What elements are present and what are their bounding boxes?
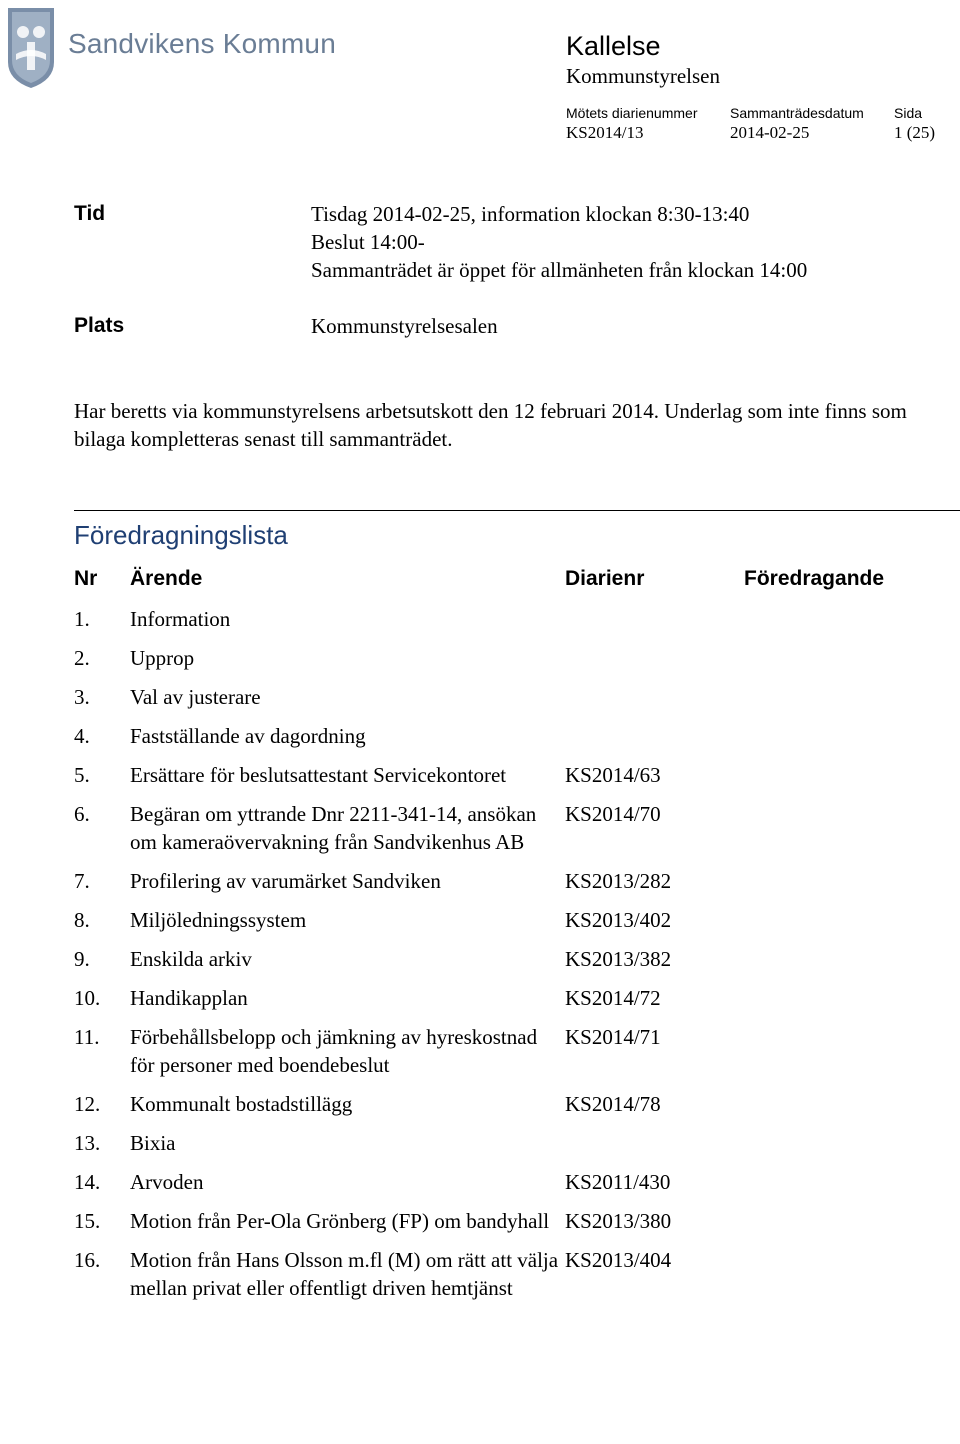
agenda-item-number: 15. xyxy=(74,1209,101,1233)
agenda-item xyxy=(74,1168,934,1196)
meta-label-diarienummer: Mötets diarienummer xyxy=(566,105,698,121)
agenda-item xyxy=(74,761,934,789)
agenda-item xyxy=(74,722,934,750)
agenda-item-title: Kommunalt bostadstillägg xyxy=(130,1092,353,1116)
meta-label-datum: Sammanträdesdatum xyxy=(730,105,864,121)
agenda-item-title: Förbehållsbelopp och jämkning av hyreskostnad för personer med boendebeslut xyxy=(130,1025,538,1077)
agenda-item-diarienr: KS2013/382 xyxy=(565,947,672,971)
column-header-nr: Nr xyxy=(74,567,98,590)
meta-value-sida: 1 (25) xyxy=(894,123,936,142)
agenda-item-title: Motion från Hans Olsson m.fl (M) om rätt att välja mellan privat eller offentligt driven hemtjänst xyxy=(130,1248,559,1300)
agenda-item-title: Handikapplan xyxy=(130,986,248,1010)
agenda-item xyxy=(74,605,934,633)
agenda-item-diarienr: KS2013/282 xyxy=(565,869,672,893)
document-title: Kallelse xyxy=(566,31,661,61)
agenda-item-number: 5. xyxy=(74,763,90,787)
tid-line: Sammanträdet är öppet för allmänheten från klockan 14:00 xyxy=(311,258,808,282)
agenda-item-number: 11. xyxy=(74,1025,100,1049)
agenda-item xyxy=(74,984,934,1012)
agenda-item xyxy=(74,1090,934,1118)
agenda-item-title: Profilering av varumärket Sandviken xyxy=(130,869,441,893)
agenda-item-diarienr: KS2014/72 xyxy=(565,986,661,1010)
agenda-item xyxy=(74,945,934,973)
meta-value-datum: 2014-02-25 xyxy=(730,123,810,142)
agenda-item-title: Ersättare för beslutsattestant Servicekontoret xyxy=(130,763,507,787)
agenda-item-number: 9. xyxy=(74,947,90,971)
agenda-item-number: 2. xyxy=(74,646,90,670)
agenda-item-number: 16. xyxy=(74,1248,101,1272)
agenda-item-number: 4. xyxy=(74,724,90,748)
section-divider xyxy=(74,510,960,511)
tid-line: Tisdag 2014-02-25, information klockan 8:30-13:40 xyxy=(311,202,750,226)
agenda-item-diarienr: KS2014/71 xyxy=(565,1025,661,1049)
agenda-item-number: 1. xyxy=(74,607,90,631)
agenda-item xyxy=(74,1129,934,1157)
agenda-item-title: Enskilda arkiv xyxy=(130,947,252,971)
agenda-item-diarienr: KS2014/70 xyxy=(565,802,661,826)
agenda-item-number: 8. xyxy=(74,908,90,932)
agenda-item-diarienr: KS2013/402 xyxy=(565,908,672,932)
agenda-item xyxy=(74,1023,934,1079)
agenda-item xyxy=(74,1207,934,1235)
agenda-item-title: Val av justerare xyxy=(130,685,261,709)
agenda-item-number: 6. xyxy=(74,802,90,826)
agenda-item xyxy=(74,683,934,711)
municipality-crest-logo xyxy=(6,6,56,90)
document-subtitle: Kommunstyrelsen xyxy=(566,64,720,88)
agenda-item-number: 3. xyxy=(74,685,90,709)
column-header-foredragande: Föredragande xyxy=(744,567,885,590)
agenda-item-number: 12. xyxy=(74,1092,101,1116)
agenda-item xyxy=(74,800,934,856)
agenda-item-title: Arvoden xyxy=(130,1170,204,1194)
agenda-item-number: 7. xyxy=(74,869,90,893)
meta-label-sida: Sida xyxy=(894,105,923,121)
agenda-item-diarienr: KS2013/404 xyxy=(565,1248,672,1272)
agenda-item-diarienr: KS2013/380 xyxy=(565,1209,672,1233)
agenda-heading: Föredragningslista xyxy=(74,520,288,550)
agenda-item-title: Information xyxy=(130,607,231,631)
meta-value-diarienummer: KS2014/13 xyxy=(566,123,644,142)
agenda-item-title: Motion från Per-Ola Grönberg (FP) om bandyhall xyxy=(130,1209,550,1233)
brand-name: Sandvikens Kommun xyxy=(68,28,336,59)
column-header-arende: Ärende xyxy=(130,567,203,590)
agenda-item-number: 14. xyxy=(74,1170,101,1194)
agenda-item-title: Begäran om yttrande Dnr 2211-341-14, ansökan om kameraövervakning från Sandvikenhus AB xyxy=(130,802,537,854)
plats-value: Kommunstyrelsesalen xyxy=(311,314,498,338)
agenda-item-number: 10. xyxy=(74,986,101,1010)
tid-label: Tid xyxy=(74,202,106,225)
agenda-item-diarienr: KS2014/63 xyxy=(565,763,661,787)
agenda-item xyxy=(74,906,934,934)
agenda-item-diarienr: KS2014/78 xyxy=(565,1092,661,1116)
agenda-item-number: 13. xyxy=(74,1131,101,1155)
agenda-item-title: Miljöledningssystem xyxy=(130,908,307,932)
agenda-item-diarienr: KS2011/430 xyxy=(565,1170,671,1194)
agenda-list xyxy=(74,605,934,1302)
agenda-item-title: Upprop xyxy=(130,646,195,670)
agenda-item xyxy=(74,644,934,672)
intro-text: Har beretts via kommunstyrelsens arbetsutskott den 12 februari 2014. Underlag som inte finns som bilaga kompletteras senast till sammanträdet. xyxy=(74,399,907,451)
agenda-item-title: Bixia xyxy=(130,1131,176,1155)
agenda-item xyxy=(74,1246,934,1302)
plats-label: Plats xyxy=(74,314,125,337)
agenda-item-title: Fastställande av dagordning xyxy=(130,724,366,748)
column-header-diarienr: Diarienr xyxy=(565,567,645,590)
agenda-item xyxy=(74,867,934,895)
tid-line: Beslut 14:00- xyxy=(311,230,425,254)
